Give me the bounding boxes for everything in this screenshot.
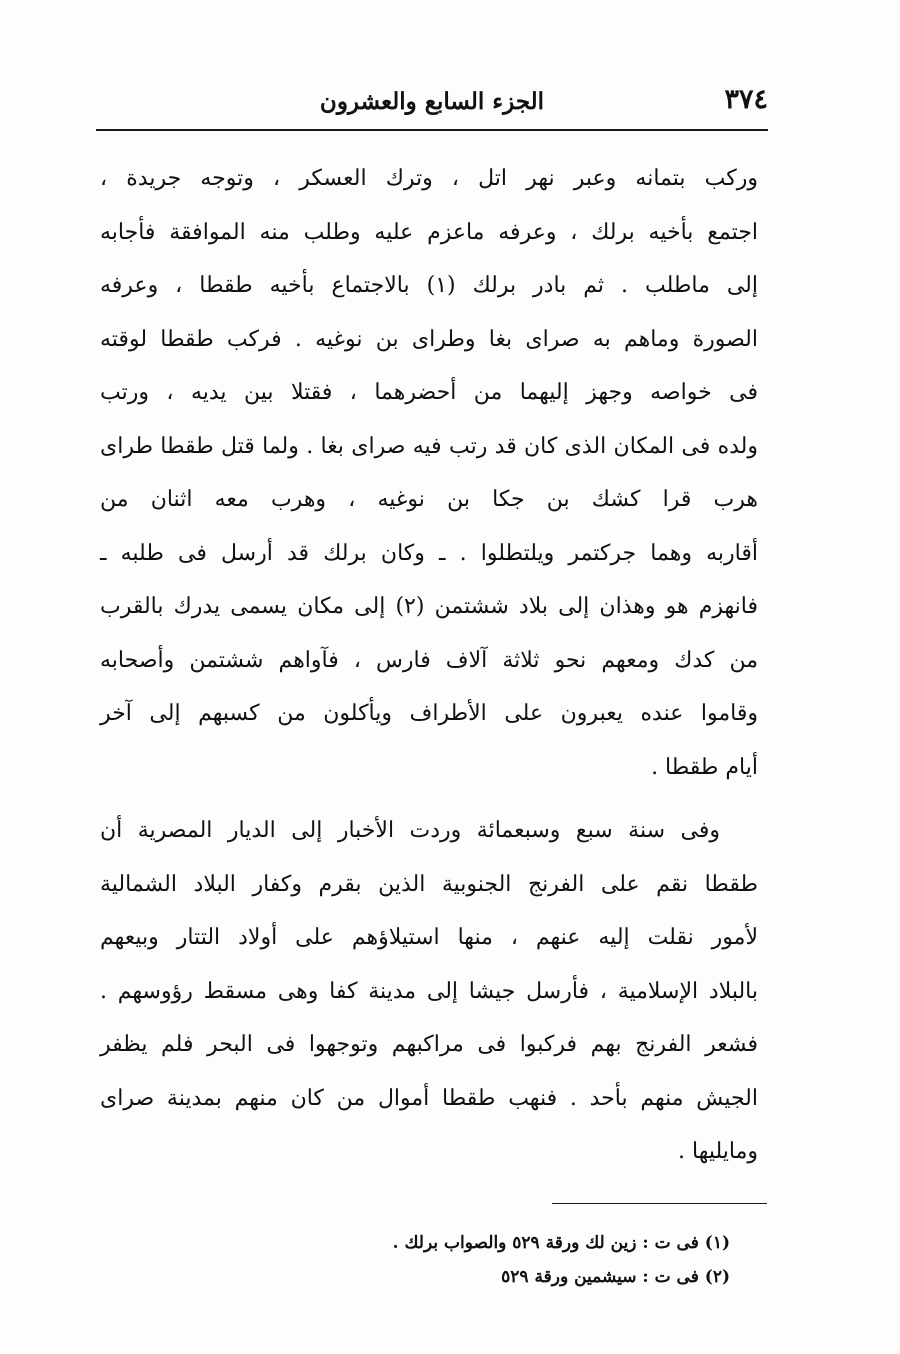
footnote-1: (١) فى ت : زين لك ورقة ٥٢٩ والصواب برلك . — [392, 1233, 730, 1253]
text-line: الجيش منهم بأحد . فنهب طقطا أموال من كان منهم بمدينة صراى — [100, 1085, 758, 1111]
paragraph-2 — [100, 804, 758, 1179]
text-line: وفى سنة سبع وسبعمائة وردت الأخبار إلى الديار المصرية أن — [100, 818, 720, 843]
footnote-rule — [552, 1203, 767, 1204]
body-text — [100, 152, 758, 1179]
page-number: ٣٧٤ — [724, 84, 768, 115]
footnote-2: (٢) فى ت : سيشمين ورقة ٥٢٩ — [501, 1267, 730, 1287]
page-header — [96, 78, 768, 122]
text-line: ومايليها . — [678, 1139, 758, 1164]
footnotes — [300, 1226, 730, 1294]
text-line: وقاموا عنده يعبرون على الأطراف ويأكلون من كسبهم إلى آخر — [100, 701, 758, 726]
text-line: فى خواصه وجهز إليهما من أحضرهما ، فقتلا بين يديه ، ورتب — [100, 380, 758, 405]
text-line: اجتمع بأخيه برلك ، وعرفه ماعزم عليه وطلب منه الموافقة فأجابه — [100, 219, 758, 245]
text-line: هرب قرا كشك بن جكا بن نوغيه ، وهرب معه اثنان من — [100, 487, 758, 512]
text-line: ولده فى المكان الذى كان قد رتب فيه صراى بغا . ولما قتل طقطا طراى — [100, 433, 758, 459]
text-line: أيام طقطا . — [651, 754, 758, 780]
text-line: طقطا نقم على الفرنج الجنوبية الذين بقرم وكفار البلاد الشمالية — [100, 871, 758, 897]
text-line: بالبلاد الإسلامية ، فأرسل جيشا إلى مدينة كفا وهى مسقط رؤوسهم . — [100, 978, 758, 1004]
header-rule — [96, 129, 768, 131]
text-line: لأمور نقلت إليه عنهم ، منها استيلاؤهم على أولاد التتار وبيعهم — [100, 925, 758, 950]
running-title: الجزء السابع والعشرون — [319, 88, 545, 115]
text-line: أقاربه وهما جركتمر ويلتطلوا . ـ وكان برلك قد أرسل فى طلبه ـ — [100, 540, 758, 566]
text-line: الصورة وماهم به صراى بغا وطراى بن نوغيه . فركب طقطا لوقته — [100, 326, 758, 352]
text-line: من كدك ومعهم نحو ثلاثة آلاف فارس ، فآواهم ششتمن وأصحابه — [100, 647, 758, 673]
paragraph-1 — [100, 152, 758, 794]
text-line: فشعر الفرنج بهم فركبوا فى مراكبهم وتوجهوا فى البحر فلم يظفر — [100, 1032, 758, 1057]
text-line: وركب بتمانه وعبر نهر اتل ، وترك العسكر ، وتوجه جريدة ، — [100, 166, 758, 191]
text-line: إلى ماطلب . ثم بادر برلك (١) بالاجتماع بأخيه طقطا ، وعرفه — [100, 273, 759, 298]
text-line: فانهزم هو وهذان إلى بلاد ششتمن (٢) إلى مكان يسمى يدرك بالقرب — [100, 594, 758, 619]
